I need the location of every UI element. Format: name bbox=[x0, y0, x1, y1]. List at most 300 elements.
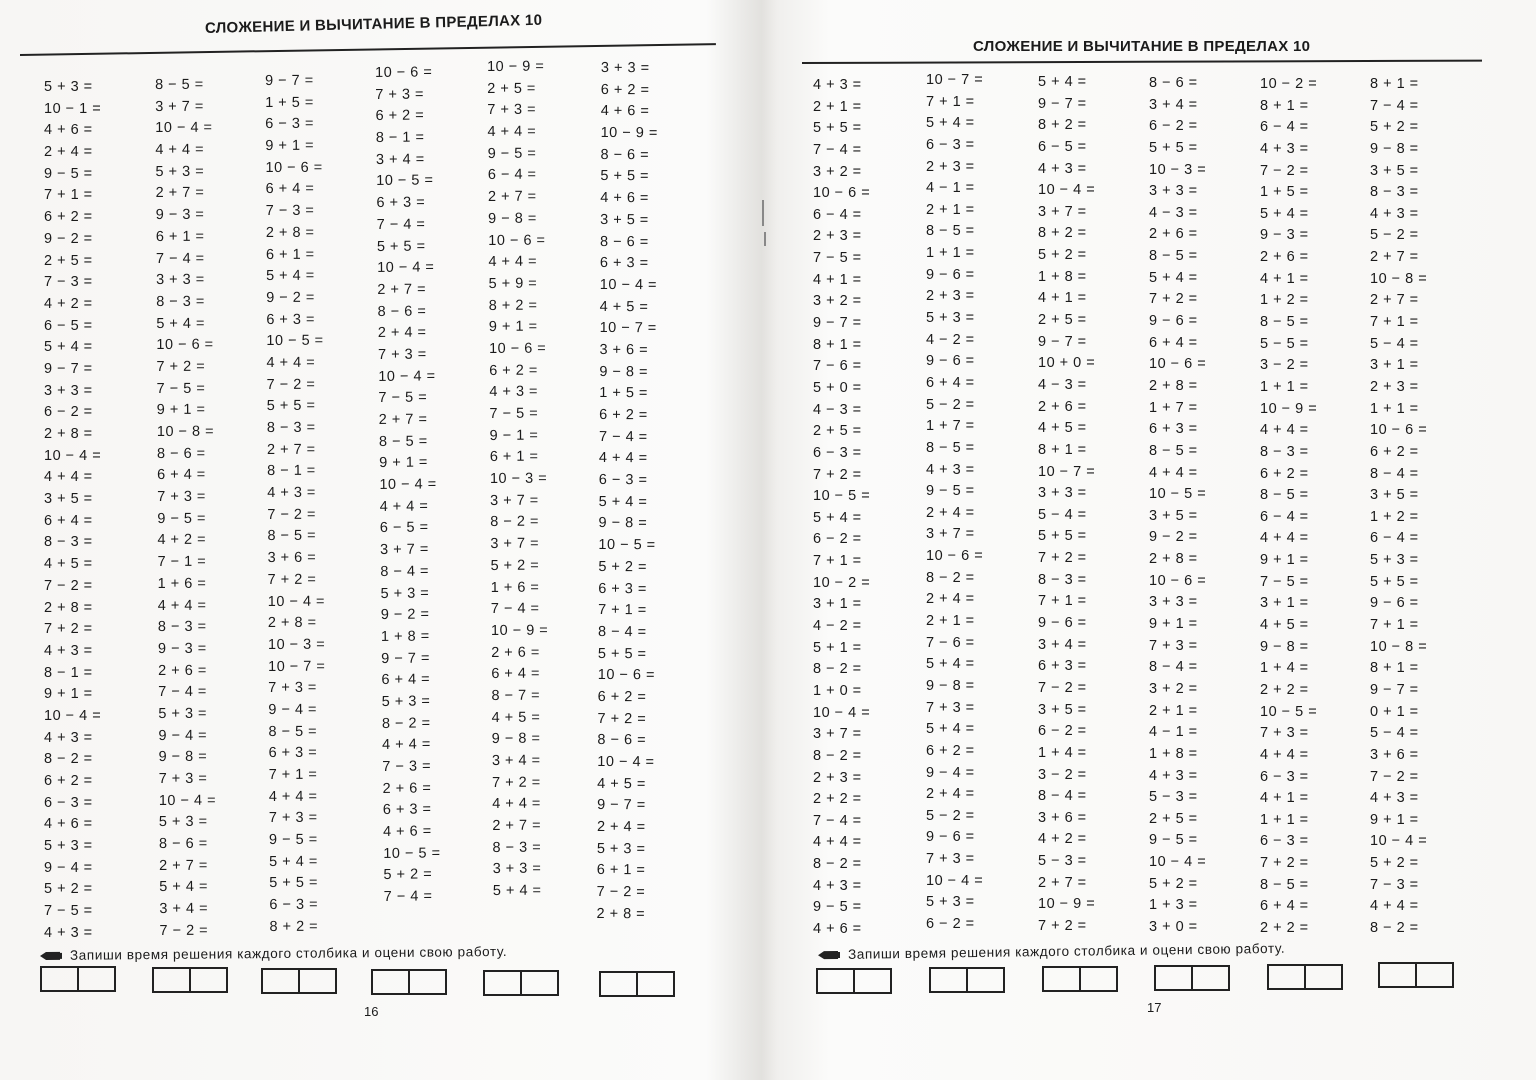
exercise: 9 − 2 = bbox=[380, 606, 430, 624]
exercise: 6 − 2 = bbox=[44, 404, 93, 421]
exercise: 6 + 2 = bbox=[44, 773, 93, 789]
exercise: 3 + 1 = bbox=[1370, 357, 1419, 374]
exercise: 8 − 5 = bbox=[1149, 442, 1198, 459]
time-box[interactable] bbox=[599, 971, 675, 997]
exercise: 6 + 4 = bbox=[1149, 334, 1198, 351]
exercise: 9 − 5 = bbox=[1149, 832, 1198, 849]
exercise-column bbox=[926, 70, 983, 936]
title-rule bbox=[802, 60, 1482, 64]
exercise: 8 − 2 = bbox=[490, 514, 539, 531]
exercise: 7 + 2 = bbox=[1038, 550, 1087, 567]
exercise: 8 − 2 = bbox=[813, 747, 862, 764]
exercise: 5 + 5 = bbox=[1370, 573, 1419, 590]
exercise: 8 − 6 = bbox=[599, 233, 649, 250]
exercise: 8 − 6 = bbox=[1149, 75, 1198, 91]
exercise: 5 + 3 = bbox=[1370, 552, 1419, 569]
exercise: 5 − 2 = bbox=[926, 396, 975, 413]
exercise: 4 + 6 = bbox=[44, 816, 93, 833]
exercise: 8 + 1 = bbox=[813, 336, 862, 353]
exercise: 9 − 7 = bbox=[597, 797, 646, 814]
time-box[interactable] bbox=[1042, 966, 1118, 992]
exercise: 9 − 3 = bbox=[157, 640, 207, 657]
exercise: 3 + 7 = bbox=[1038, 203, 1087, 220]
pencil-icon bbox=[40, 950, 62, 960]
exercise: 10 − 4 = bbox=[267, 593, 326, 610]
exercise: 10 − 4 = bbox=[813, 704, 871, 721]
exercise: 4 + 3 = bbox=[1149, 767, 1198, 784]
exercise-column bbox=[265, 71, 327, 939]
exercise: 2 + 6 = bbox=[1149, 226, 1198, 243]
exercise: 6 − 4 = bbox=[813, 206, 862, 223]
exercise: 10 − 4 = bbox=[1038, 182, 1096, 199]
exercise: 8 − 5 = bbox=[155, 76, 204, 93]
exercise: 9 − 3 = bbox=[155, 206, 205, 224]
exercise: 5 + 5 = bbox=[600, 168, 650, 185]
exercise: 8 − 4 = bbox=[597, 623, 647, 641]
exercise: 7 − 4 = bbox=[598, 428, 648, 445]
exercise: 7 + 2 = bbox=[813, 466, 862, 483]
exercise: 0 + 1 = bbox=[1370, 703, 1419, 720]
exercise: 7 − 4 = bbox=[383, 888, 433, 906]
exercise: 6 + 3 = bbox=[382, 801, 432, 819]
pencil-icon bbox=[818, 949, 840, 959]
exercise: 10 − 4 = bbox=[1370, 833, 1428, 850]
exercise: 7 − 4 = bbox=[490, 600, 540, 618]
instruction bbox=[40, 944, 507, 963]
exercise: 3 + 5 = bbox=[1370, 162, 1419, 179]
exercise: 5 + 4 = bbox=[926, 656, 975, 673]
exercise: 6 + 3 = bbox=[599, 255, 649, 272]
exercise: 8 − 2 = bbox=[813, 856, 862, 873]
exercise: 4 + 6 = bbox=[382, 823, 432, 841]
exercise: 10 − 2 = bbox=[813, 574, 871, 591]
exercise: 4 − 2 = bbox=[926, 331, 975, 348]
exercise: 9 − 4 = bbox=[926, 764, 975, 781]
exercise: 4 + 3 = bbox=[1370, 205, 1419, 222]
exercise: 4 + 4 = bbox=[1260, 530, 1309, 547]
exercise: 3 + 4 = bbox=[1038, 636, 1087, 653]
exercise: 2 + 6 = bbox=[1038, 398, 1087, 415]
page-title: СЛОЖЕНИЕ И ВЫЧИТАНИЕ В ПРЕДЕЛАХ 10 bbox=[204, 11, 543, 37]
exercise: 1 + 8 = bbox=[1038, 268, 1087, 285]
time-box[interactable] bbox=[40, 966, 116, 992]
exercise: 2 + 7 = bbox=[1038, 874, 1087, 891]
exercise: 3 + 7 = bbox=[926, 526, 975, 543]
exercise: 8 − 5 = bbox=[1260, 314, 1309, 331]
exercise: 8 − 5 = bbox=[267, 528, 317, 545]
exercise: 3 + 0 = bbox=[1149, 918, 1198, 935]
exercise: 8 − 4 = bbox=[380, 563, 430, 580]
exercise: 10 − 6 = bbox=[488, 340, 547, 357]
exercise: 8 − 4 = bbox=[1370, 465, 1419, 482]
exercise: 5 + 4 = bbox=[1260, 205, 1309, 222]
exercise: 8 − 2 = bbox=[44, 751, 93, 768]
exercise: 10 − 7 = bbox=[268, 658, 326, 675]
exercise: 5 + 5 = bbox=[597, 645, 647, 662]
exercise: 5 + 4 = bbox=[1149, 269, 1198, 286]
exercise: 2 + 4 = bbox=[377, 324, 427, 342]
exercise: 4 + 4 = bbox=[1370, 898, 1419, 915]
exercise: 2 + 5 = bbox=[1149, 810, 1198, 827]
exercise: 7 − 2 = bbox=[1038, 679, 1087, 696]
exercise: 4 + 2 = bbox=[44, 295, 93, 312]
exercise-column bbox=[813, 75, 870, 941]
exercise: 5 + 2 = bbox=[383, 866, 433, 884]
exercise: 7 + 1 = bbox=[598, 602, 647, 619]
exercise-column bbox=[596, 58, 658, 926]
exercise: 4 + 1 = bbox=[813, 271, 862, 288]
exercise: 3 + 3 = bbox=[44, 382, 93, 399]
exercise: 6 − 2 = bbox=[926, 915, 975, 932]
exercise: 1 + 6 = bbox=[490, 579, 540, 596]
time-box[interactable] bbox=[929, 967, 1005, 993]
exercise-column bbox=[1260, 74, 1317, 940]
exercise: 7 − 4 = bbox=[813, 812, 862, 829]
exercise: 3 + 1 = bbox=[813, 596, 862, 613]
exercise: 2 + 8 = bbox=[1149, 551, 1198, 568]
exercise: 4 + 3 = bbox=[44, 729, 93, 746]
exercise: 3 + 3 = bbox=[600, 59, 650, 77]
exercise: 8 − 3 = bbox=[1038, 571, 1087, 588]
exercise: 10 − 2 = bbox=[1260, 76, 1318, 92]
exercise: 3 − 2 = bbox=[1038, 766, 1087, 783]
exercise: 10 − 4 = bbox=[155, 120, 213, 137]
exercise: 8 − 4 = bbox=[1149, 659, 1198, 676]
page-title: СЛОЖЕНИЕ И ВЫЧИТАНИЕ В ПРЕДЕЛАХ 10 bbox=[973, 38, 1311, 55]
exercise: 7 + 3 = bbox=[268, 679, 317, 697]
exercise: 3 + 5 = bbox=[600, 211, 649, 229]
exercise: 7 − 6 = bbox=[926, 634, 975, 651]
exercise: 4 + 3 = bbox=[267, 484, 316, 502]
exercise: 2 + 3 = bbox=[926, 288, 975, 305]
exercise: 6 − 4 = bbox=[487, 167, 537, 184]
exercise: 8 − 1 = bbox=[44, 664, 93, 681]
exercise: 8 − 3 = bbox=[1370, 184, 1419, 201]
exercise: 5 + 4 = bbox=[156, 315, 205, 332]
exercise: 7 − 2 = bbox=[1260, 162, 1309, 179]
exercise: 6 + 2 = bbox=[44, 209, 93, 226]
exercise: 1 + 8 = bbox=[1149, 745, 1198, 762]
exercise: 5 − 3 = bbox=[1149, 789, 1198, 806]
exercise: 5 + 3 = bbox=[44, 838, 93, 855]
exercise: 2 + 7 = bbox=[378, 411, 428, 428]
exercise: 3 + 5 = bbox=[44, 491, 93, 508]
exercise: 10 − 6 = bbox=[156, 336, 214, 354]
exercise: 5 + 3 = bbox=[158, 705, 208, 722]
exercise: 9 − 5 = bbox=[268, 831, 318, 849]
time-box[interactable] bbox=[371, 969, 447, 995]
exercise: 10 − 5 = bbox=[1149, 486, 1207, 503]
exercise: 9 − 2 = bbox=[44, 230, 93, 247]
exercise: 10 − 4 = bbox=[379, 476, 437, 494]
exercise: 9 − 4 = bbox=[158, 727, 208, 744]
exercise: 6 − 5 = bbox=[379, 519, 429, 537]
time-box[interactable] bbox=[1378, 962, 1454, 988]
exercise: 5 + 4 = bbox=[266, 267, 315, 285]
left-page bbox=[0, 0, 760, 1080]
exercise: 6 − 2 = bbox=[1038, 723, 1087, 740]
exercise: 7 − 2 = bbox=[266, 376, 316, 393]
exercise: 7 + 2 = bbox=[156, 358, 206, 375]
exercise: 8 − 6 = bbox=[597, 732, 647, 749]
exercise: 3 + 2 = bbox=[1149, 680, 1198, 697]
time-box[interactable] bbox=[483, 970, 559, 996]
instruction-text: Запиши время решения каждого столбика и оцени свою работу. bbox=[847, 940, 1286, 962]
exercise: 6 + 3 = bbox=[1038, 658, 1087, 675]
exercise: 5 + 5 = bbox=[1149, 139, 1198, 156]
exercise: 1 + 7 = bbox=[926, 418, 975, 435]
exercise: 8 + 2 = bbox=[269, 918, 319, 935]
exercise: 7 + 3 = bbox=[926, 851, 975, 868]
exercise: 5 + 9 = bbox=[488, 275, 538, 292]
exercise: 5 + 4 = bbox=[813, 509, 862, 526]
exercise: 10 − 5 = bbox=[383, 845, 441, 862]
exercise: 8 − 3 = bbox=[157, 618, 207, 636]
exercise: 5 + 5 = bbox=[376, 237, 426, 255]
exercise: 6 − 4 = bbox=[1370, 530, 1419, 547]
exercise: 10 − 3 = bbox=[267, 636, 326, 653]
exercise: 8 + 2 = bbox=[1038, 225, 1087, 242]
exercise: 8 − 5 = bbox=[268, 723, 318, 740]
exercise: 9 − 7 = bbox=[1370, 681, 1419, 698]
exercise: 6 + 2 = bbox=[597, 688, 647, 706]
exercise: 10 − 5 = bbox=[598, 537, 656, 554]
exercise: 1 + 1 = bbox=[1260, 378, 1309, 395]
exercise: 1 + 2 = bbox=[1370, 508, 1419, 525]
exercise: 2 + 6 = bbox=[158, 662, 207, 679]
time-box[interactable] bbox=[1267, 964, 1343, 990]
exercise: 10 − 6 = bbox=[1149, 356, 1207, 373]
exercise: 2 + 1 = bbox=[1149, 702, 1198, 719]
exercise: 2 + 8 = bbox=[44, 599, 93, 616]
exercise: 4 + 3 = bbox=[44, 924, 93, 941]
exercise: 10 − 6 = bbox=[597, 667, 656, 684]
exercise: 2 + 1 = bbox=[926, 201, 975, 218]
exercise: 7 + 1 = bbox=[926, 93, 975, 110]
exercise: 8 + 1 = bbox=[1370, 660, 1419, 677]
exercise: 1 + 6 = bbox=[157, 575, 207, 592]
exercise: 8 − 5 = bbox=[1260, 876, 1309, 893]
time-box[interactable] bbox=[261, 968, 337, 994]
exercise: 6 − 5 = bbox=[44, 317, 93, 334]
exercise: 8 − 3 = bbox=[266, 419, 316, 436]
exercise: 4 + 4 = bbox=[157, 597, 207, 614]
exercise: 8 − 5 = bbox=[1260, 487, 1309, 504]
exercise: 7 + 2 = bbox=[267, 571, 317, 588]
exercise: 4 + 5 = bbox=[1260, 617, 1309, 634]
exercise: 1 + 1 = bbox=[1260, 811, 1309, 828]
exercise: 1 + 0 = bbox=[813, 682, 862, 699]
exercise: 10 − 4 = bbox=[926, 872, 984, 889]
exercise: 4 + 4 = bbox=[487, 123, 537, 141]
exercise: 9 − 6 = bbox=[1370, 595, 1419, 612]
exercise: 10 − 4 = bbox=[378, 368, 436, 385]
exercise: 3 + 7 = bbox=[490, 492, 539, 509]
exercise: 10 − 6 = bbox=[265, 159, 323, 176]
exercise: 5 + 3 = bbox=[926, 310, 975, 327]
exercise: 4 + 5 = bbox=[597, 775, 646, 792]
exercise: 7 + 1 = bbox=[1370, 617, 1419, 634]
exercise: 7 − 3 = bbox=[44, 274, 93, 291]
exercise: 7 − 5 = bbox=[44, 903, 93, 920]
exercise: 5 + 3 = bbox=[380, 584, 430, 602]
exercise: 5 + 2 = bbox=[44, 881, 93, 898]
exercise: 2 + 8 = bbox=[596, 905, 646, 923]
exercise: 5 + 4 = bbox=[492, 882, 542, 900]
exercise: 7 − 6 = bbox=[813, 358, 862, 375]
exercise: 2 + 4 = bbox=[926, 786, 975, 803]
exercise: 2 + 6 = bbox=[1260, 249, 1309, 266]
exercise: 7 − 4 = bbox=[1370, 97, 1419, 114]
exercise: 5 − 4 = bbox=[1370, 335, 1419, 352]
exercise-column bbox=[44, 77, 101, 945]
exercise: 6 − 3 = bbox=[44, 794, 93, 811]
exercise: 4 + 6 = bbox=[44, 122, 93, 139]
exercise: 9 + 1 = bbox=[1260, 552, 1309, 569]
exercise: 7 + 3 = bbox=[157, 488, 206, 506]
exercise: 3 + 7 = bbox=[155, 98, 204, 115]
exercise: 1 + 1 = bbox=[926, 245, 975, 262]
exercise: 4 − 1 = bbox=[926, 180, 975, 197]
exercise: 4 + 5 = bbox=[491, 709, 541, 726]
exercise: 7 − 4 = bbox=[155, 250, 205, 267]
exercise: 1 + 4 = bbox=[1260, 660, 1309, 677]
exercise: 3 + 6 = bbox=[599, 341, 649, 359]
exercise: 2 + 7 = bbox=[492, 817, 542, 835]
exercise: 5 + 3 = bbox=[381, 693, 431, 710]
exercise: 6 − 2 = bbox=[1149, 118, 1198, 135]
exercise: 7 − 2 = bbox=[1370, 768, 1419, 785]
exercise: 9 − 7 = bbox=[44, 360, 93, 377]
exercise: 7 + 3 = bbox=[377, 346, 427, 363]
exercise: 9 − 6 = bbox=[1038, 615, 1087, 632]
exercise: 7 + 3 = bbox=[487, 102, 537, 119]
exercise: 9 − 6 = bbox=[926, 353, 975, 370]
time-box[interactable] bbox=[816, 968, 892, 994]
exercise: 9 − 4 = bbox=[44, 859, 93, 876]
exercise: 1 + 8 = bbox=[380, 628, 430, 645]
exercise: 10 − 5 = bbox=[266, 332, 324, 350]
exercise: 2 + 5 = bbox=[813, 423, 862, 440]
exercise: 9 − 8 = bbox=[158, 749, 208, 766]
exercise: 10 − 6 = bbox=[1370, 422, 1428, 439]
exercise: 7 − 4 = bbox=[376, 216, 426, 233]
exercise: 6 + 4 = bbox=[926, 374, 975, 391]
exercise: 7 + 3 = bbox=[926, 699, 975, 716]
exercise: 7 − 3 = bbox=[382, 758, 432, 775]
exercise: 4 + 5 = bbox=[44, 556, 93, 573]
exercise: 10 − 4 = bbox=[599, 276, 658, 294]
exercise: 2 + 5 = bbox=[44, 252, 93, 269]
exercise: 5 + 5 = bbox=[269, 875, 318, 892]
exercise: 2 + 7 = bbox=[159, 857, 208, 874]
exercise: 1 + 5 = bbox=[1260, 184, 1309, 201]
exercise: 5 + 4 = bbox=[1038, 74, 1087, 90]
exercise: 7 + 1 = bbox=[44, 187, 93, 204]
exercise: 6 + 2 = bbox=[489, 362, 538, 379]
time-box[interactable] bbox=[1154, 965, 1230, 991]
exercise: 10 − 8 = bbox=[1370, 638, 1428, 655]
exercise: 10 − 9 = bbox=[1260, 400, 1318, 417]
exercise: 6 + 2 = bbox=[1370, 443, 1419, 460]
exercise: 1 + 2 = bbox=[1260, 292, 1309, 309]
exercise: 6 + 3 = bbox=[598, 580, 647, 597]
exercise: 7 − 3 = bbox=[265, 202, 315, 220]
page-number: 17 bbox=[1147, 1000, 1162, 1015]
exercise: 8 − 2 = bbox=[1370, 919, 1419, 936]
exercise: 9 − 4 = bbox=[268, 701, 318, 718]
exercise: 10 − 7 = bbox=[599, 320, 657, 337]
exercise: 6 + 3 = bbox=[266, 311, 315, 328]
exercise: 6 + 1 = bbox=[489, 449, 539, 466]
exercise: 9 + 1 = bbox=[1149, 616, 1198, 633]
exercise: 8 − 2 = bbox=[926, 569, 975, 586]
exercise: 4 + 1 = bbox=[1260, 270, 1309, 287]
exercise: 6 + 4 = bbox=[44, 512, 93, 529]
exercise: 6 − 3 = bbox=[1260, 768, 1309, 785]
exercise: 6 + 2 = bbox=[600, 81, 650, 98]
exercise: 4 + 4 = bbox=[488, 253, 538, 271]
time-box[interactable] bbox=[152, 967, 228, 993]
exercise: 5 + 2 = bbox=[1370, 119, 1419, 136]
exercise: 9 + 1 = bbox=[1370, 811, 1419, 828]
exercise: 3 + 5 = bbox=[1038, 701, 1087, 718]
exercise: 4 + 3 = bbox=[926, 461, 975, 478]
exercise: 9 − 8 = bbox=[488, 210, 537, 227]
exercise: 5 + 1 = bbox=[813, 639, 862, 656]
exercise: 10 − 4 = bbox=[1149, 854, 1207, 871]
exercise: 3 + 4 = bbox=[375, 151, 425, 168]
exercise: 2 + 2 = bbox=[813, 791, 862, 808]
exercise: 2 + 2 = bbox=[1260, 681, 1309, 698]
exercise: 4 + 4 = bbox=[813, 834, 862, 851]
exercise: 3 + 3 = bbox=[156, 271, 205, 289]
exercise: 7 + 2 = bbox=[597, 710, 647, 727]
exercise: 4 + 2 = bbox=[157, 532, 207, 549]
exercise: 8 − 4 = bbox=[1038, 788, 1087, 805]
exercise: 3 + 3 = bbox=[1038, 485, 1087, 502]
exercise: 5 + 4 = bbox=[926, 721, 975, 738]
exercise: 6 + 4 = bbox=[381, 671, 431, 689]
exercise-column bbox=[375, 62, 441, 908]
exercise: 9 − 5 = bbox=[44, 165, 93, 182]
exercise: 4 + 3 = bbox=[44, 642, 93, 659]
exercise: 7 − 5 = bbox=[1260, 573, 1309, 590]
exercise: 2 + 8 = bbox=[44, 426, 93, 442]
exercise: 10 − 5 = bbox=[1260, 703, 1318, 720]
page-number: 16 bbox=[364, 1004, 379, 1019]
exercise: 9 + 1 = bbox=[265, 137, 315, 155]
exercise: 8 − 7 = bbox=[491, 687, 541, 704]
exercise: 2 + 8 = bbox=[267, 614, 317, 632]
exercise: 10 − 8 = bbox=[156, 423, 215, 440]
exercise: 5 + 0 = bbox=[813, 379, 862, 396]
exercise: 4 − 3 = bbox=[813, 401, 862, 418]
exercise: 7 − 5 = bbox=[156, 380, 206, 397]
exercise: 4 + 3 = bbox=[1038, 160, 1087, 177]
exercise: 5 + 4 = bbox=[269, 853, 318, 870]
exercise: 7 − 2 = bbox=[596, 884, 646, 901]
exercise: 9 + 1 = bbox=[44, 686, 93, 703]
exercise: 4 + 1 = bbox=[1260, 790, 1309, 807]
exercise: 9 − 5 = bbox=[487, 145, 537, 162]
exercise: 1 + 4 = bbox=[1038, 744, 1087, 761]
exercise: 10 − 9 = bbox=[487, 58, 545, 75]
exercise: 8 + 1 = bbox=[1260, 97, 1309, 114]
exercise: 3 − 2 = bbox=[1260, 357, 1309, 374]
exercise: 2 + 4 = bbox=[44, 144, 93, 161]
exercise: 4 + 6 = bbox=[600, 190, 649, 207]
